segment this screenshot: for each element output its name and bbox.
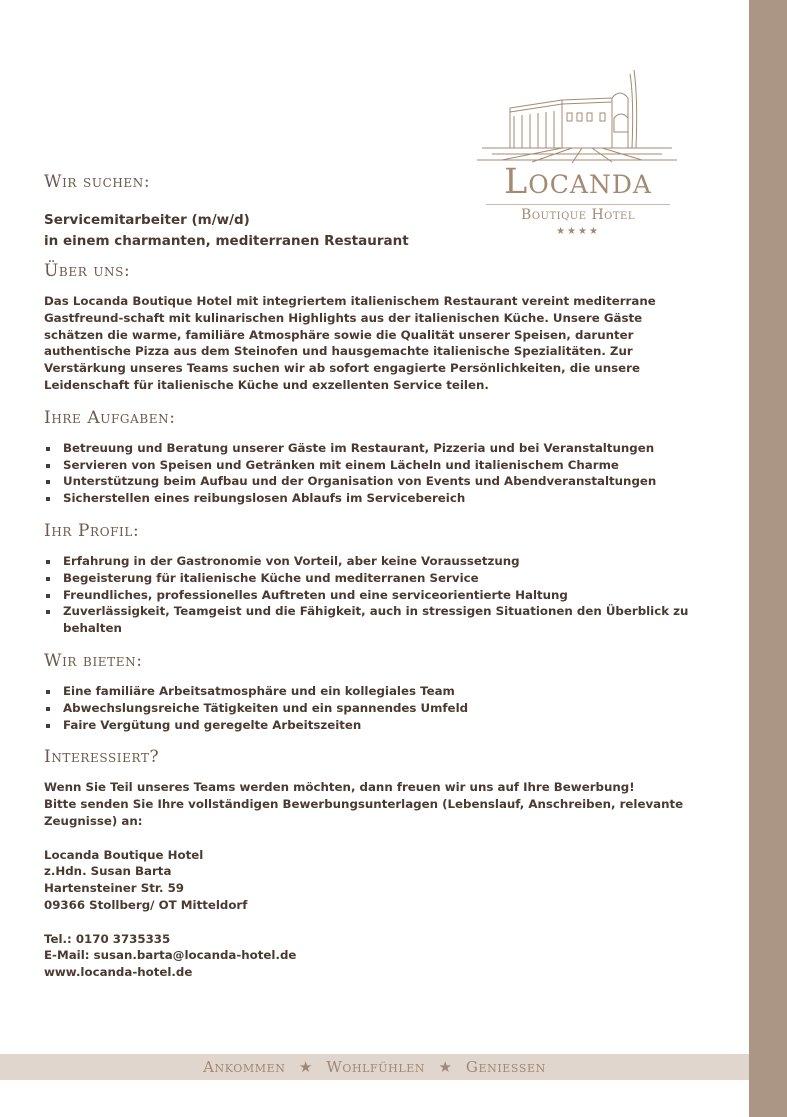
contact-phone: Tel.: 0170 3735335 bbox=[44, 931, 171, 946]
heading-profil: Ihr Profil: bbox=[44, 520, 140, 541]
star-icon: ★ bbox=[298, 1058, 313, 1076]
footer-slogan bbox=[0, 1054, 749, 1080]
slogan-word-3: Geniessen bbox=[465, 1058, 546, 1076]
star-icon: ★ bbox=[438, 1058, 453, 1076]
list-item: Sicherstellen eines reibungslosen Ablaufs im Servicebereich bbox=[44, 490, 704, 507]
logo-subtitle: Boutique Hotel bbox=[521, 207, 635, 223]
list-item: Betreuung und Beratung unserer Gäste im Restaurant, Pizzeria und bei Veranstaltungen bbox=[44, 440, 704, 457]
heading-ueber-uns: Über uns: bbox=[44, 261, 131, 281]
job-posting-content bbox=[44, 170, 704, 981]
villa-drawing-icon bbox=[462, 68, 694, 164]
contact-email[interactable]: E-Mail: susan.barta@locanda-hotel.de bbox=[44, 948, 297, 963]
contact-person: z.Hdn. Susan Barta bbox=[44, 864, 172, 879]
position-title-line-2: in einem charmanten, mediterranen Restaurant bbox=[44, 233, 409, 249]
slogan-word-2: Wohlfühlen bbox=[326, 1058, 426, 1076]
list-item: Abwechslungsreiche Tätigkeiten und ein spannendes Umfeld bbox=[44, 700, 704, 717]
logo-name: Locanda bbox=[504, 162, 652, 202]
application-info bbox=[44, 779, 704, 981]
list-item: Eine familiäre Arbeitsatmosphäre und ein kollegiales Team bbox=[44, 683, 704, 700]
list-item: Begeisterung für italienische Küche und mediterranen Service bbox=[44, 570, 704, 587]
list-item: Servieren von Speisen und Getränken mit einem Lächeln und italienischem Charme bbox=[44, 457, 704, 474]
list-item: Faire Vergütung und geregelte Arbeitszeiten bbox=[44, 717, 704, 734]
profil-list bbox=[44, 553, 704, 637]
right-side-bar bbox=[749, 0, 787, 1117]
ueber-uns-text: Das Locanda Boutique Hotel mit integriertem italienischem Restaurant vereint mediterrane Gastfreund-schaft mit kulinarischen Highlights aus der italienischen Küche. Unsere Gäste schätzen die warme, familiäre Atmosphäre sowie die Qualität unserer Speisen, darunter authentische Pizza aus dem Steinofen und hausgemachte italienische Spezialitäten. Zur Verstärkung unseres Teams suchen wir ab sofort engagierte Persönlichkeiten, die unsere Leidenschaft für italienische Küche und exzellenten Service teilen. bbox=[44, 294, 656, 392]
application-line-2: Bitte senden Sie Ihre vollständigen Bewerbungsunterlagen (Lebenslauf, Anschreiben, relevante Zeugnisse) an: bbox=[44, 797, 684, 828]
list-item: Zuverlässigkeit, Teamgeist und die Fähigkeit, auch in stressigen Situationen den Überblick zu behalten bbox=[44, 603, 704, 637]
heading-wir-bieten: Wir bieten: bbox=[44, 650, 143, 671]
contact-company: Locanda Boutique Hotel bbox=[44, 847, 204, 862]
position-title-line-1: Servicemitarbeiter (m/w/d) bbox=[44, 212, 250, 228]
aufgaben-list bbox=[44, 440, 704, 507]
contact-website[interactable]: www.locanda-hotel.de bbox=[44, 965, 193, 980]
slogan-word-1: Ankommen bbox=[203, 1058, 286, 1076]
list-item: Erfahrung in der Gastronomie von Vorteil, aber keine Voraussetzung bbox=[44, 553, 704, 570]
contact-city: 09366 Stollberg/ OT Mitteldorf bbox=[44, 897, 248, 912]
contact-street: Hartensteiner Str. 59 bbox=[44, 881, 184, 896]
list-item: Freundliches, professionelles Auftreten und eine serviceorientierte Haltung bbox=[44, 587, 704, 604]
application-line-1: Wenn Sie Teil unseres Teams werden möchten, dann freuen wir uns auf Ihre Bewerbung! bbox=[44, 780, 635, 795]
list-item: Unterstützung beim Aufbau und der Organisation von Events und Abendveranstaltungen bbox=[44, 473, 704, 490]
heading-aufgaben: Ihre Aufgaben: bbox=[44, 407, 176, 428]
position-title bbox=[44, 210, 704, 252]
logo-stars: ★★★★ bbox=[556, 226, 600, 237]
heading-wir-suchen: Wir suchen: bbox=[44, 172, 151, 192]
heading-interessiert: Interessiert? bbox=[44, 747, 160, 768]
bieten-list bbox=[44, 683, 704, 733]
